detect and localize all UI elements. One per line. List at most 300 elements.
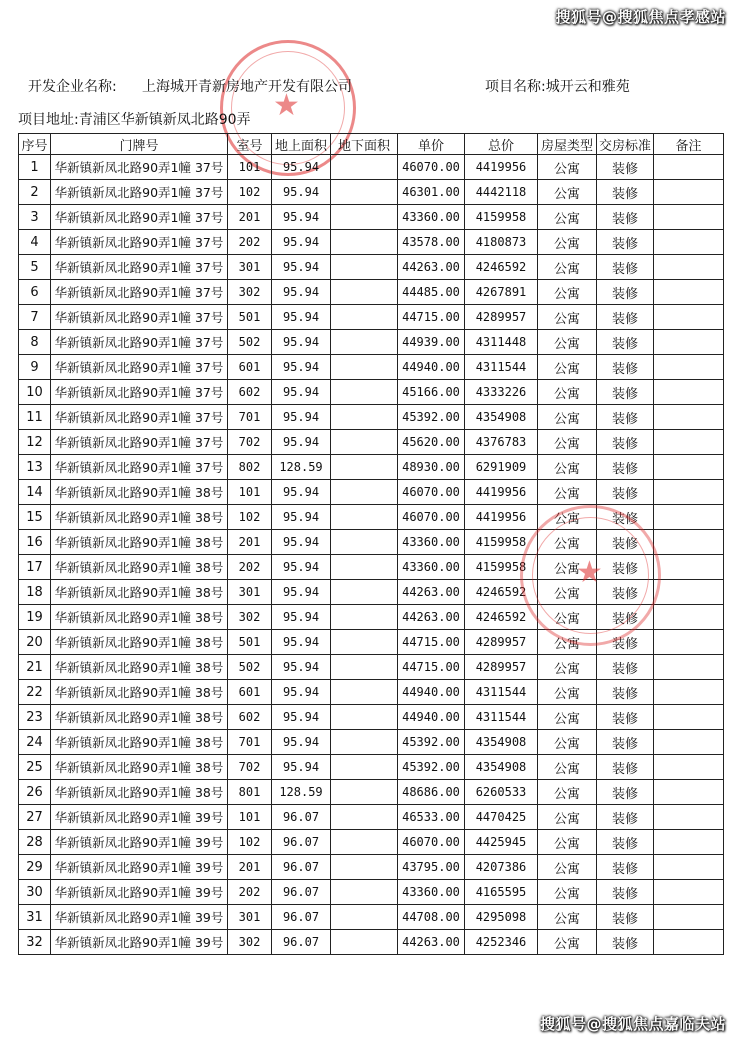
house-type: 公寓 <box>538 655 597 680</box>
unit-price: 43795.00 <box>398 855 465 880</box>
room-number: 502 <box>228 655 272 680</box>
room-number: 802 <box>228 455 272 480</box>
remarks <box>654 280 724 305</box>
total-price: 4425945 <box>465 830 538 855</box>
remarks <box>654 655 724 680</box>
remarks <box>654 705 724 730</box>
house-type: 公寓 <box>538 405 597 430</box>
door-number: 华新镇新凤北路90弄1幢 37号 <box>51 305 228 330</box>
house-type: 公寓 <box>538 580 597 605</box>
room-number: 602 <box>228 380 272 405</box>
door-number: 华新镇新凤北路90弄1幢 37号 <box>51 255 228 280</box>
above-ground-area: 95.94 <box>272 180 331 205</box>
delivery-standard: 装修 <box>597 605 654 630</box>
row-number: 25 <box>19 755 51 780</box>
house-type: 公寓 <box>538 180 597 205</box>
total-price: 4289957 <box>465 305 538 330</box>
above-ground-area: 95.94 <box>272 705 331 730</box>
house-type: 公寓 <box>538 630 597 655</box>
house-type: 公寓 <box>538 355 597 380</box>
delivery-standard: 装修 <box>597 830 654 855</box>
table-row <box>19 355 724 380</box>
remarks <box>654 205 724 230</box>
house-type: 公寓 <box>538 505 597 530</box>
remarks <box>654 755 724 780</box>
column-header: 地上面积 <box>272 134 331 155</box>
column-header: 单价 <box>398 134 465 155</box>
total-price: 4267891 <box>465 280 538 305</box>
total-price: 4333226 <box>465 380 538 405</box>
column-header: 地下面积 <box>331 134 398 155</box>
door-number: 华新镇新凤北路90弄1幢 39号 <box>51 930 228 955</box>
below-ground-area <box>331 780 398 805</box>
below-ground-area <box>331 180 398 205</box>
house-type: 公寓 <box>538 330 597 355</box>
above-ground-area: 95.94 <box>272 380 331 405</box>
table-row <box>19 780 724 805</box>
unit-price: 44263.00 <box>398 605 465 630</box>
delivery-standard: 装修 <box>597 205 654 230</box>
above-ground-area: 95.94 <box>272 330 331 355</box>
above-ground-area: 96.07 <box>272 905 331 930</box>
below-ground-area <box>331 505 398 530</box>
delivery-standard: 装修 <box>597 680 654 705</box>
row-number: 3 <box>19 205 51 230</box>
company-seal-stamp-2: ★ <box>520 505 661 646</box>
delivery-standard: 装修 <box>597 505 654 530</box>
remarks <box>654 730 724 755</box>
row-number: 2 <box>19 180 51 205</box>
door-number: 华新镇新凤北路90弄1幢 39号 <box>51 830 228 855</box>
room-number: 102 <box>228 505 272 530</box>
above-ground-area: 95.94 <box>272 755 331 780</box>
room-number: 701 <box>228 405 272 430</box>
room-number: 202 <box>228 880 272 905</box>
developer-label: 开发企业名称: <box>28 79 117 95</box>
remarks <box>654 305 724 330</box>
row-number: 11 <box>19 405 51 430</box>
delivery-standard: 装修 <box>597 730 654 755</box>
house-type: 公寓 <box>538 930 597 955</box>
row-number: 16 <box>19 530 51 555</box>
unit-price: 44263.00 <box>398 580 465 605</box>
below-ground-area <box>331 255 398 280</box>
project-address: 项目地址:青浦区华新镇新凤北路90弄 <box>18 112 251 128</box>
table-row <box>19 655 724 680</box>
row-number: 21 <box>19 655 51 680</box>
unit-price: 48930.00 <box>398 455 465 480</box>
house-type: 公寓 <box>538 230 597 255</box>
room-number: 102 <box>228 180 272 205</box>
row-number: 19 <box>19 605 51 630</box>
developer-name: 上海城开青新房地产开发有限公司 <box>142 79 352 95</box>
project-name: 项目名称:城开云和雅苑 <box>485 79 630 95</box>
row-number: 9 <box>19 355 51 380</box>
total-price: 6291909 <box>465 455 538 480</box>
above-ground-area: 95.94 <box>272 430 331 455</box>
room-number: 601 <box>228 680 272 705</box>
above-ground-area: 95.94 <box>272 280 331 305</box>
house-type: 公寓 <box>538 380 597 405</box>
room-number: 101 <box>228 155 272 180</box>
unit-price: 46070.00 <box>398 505 465 530</box>
room-number: 601 <box>228 355 272 380</box>
unit-price: 46070.00 <box>398 830 465 855</box>
room-number: 301 <box>228 580 272 605</box>
door-number: 华新镇新凤北路90弄1幢 38号 <box>51 480 228 505</box>
unit-price: 46070.00 <box>398 480 465 505</box>
above-ground-area: 128.59 <box>272 455 331 480</box>
unit-price: 44715.00 <box>398 630 465 655</box>
delivery-standard: 装修 <box>597 380 654 405</box>
unit-price: 45392.00 <box>398 405 465 430</box>
table-row <box>19 405 724 430</box>
remarks <box>654 230 724 255</box>
row-number: 24 <box>19 730 51 755</box>
total-price: 4470425 <box>465 805 538 830</box>
row-number: 10 <box>19 380 51 405</box>
remarks <box>654 405 724 430</box>
remarks <box>654 805 724 830</box>
door-number: 华新镇新凤北路90弄1幢 37号 <box>51 330 228 355</box>
unit-price: 46070.00 <box>398 155 465 180</box>
delivery-standard: 装修 <box>597 805 654 830</box>
column-header: 交房标准 <box>597 134 654 155</box>
room-number: 301 <box>228 255 272 280</box>
company-seal-stamp: ★ <box>220 40 356 176</box>
delivery-standard: 装修 <box>597 430 654 455</box>
total-price: 4419956 <box>465 480 538 505</box>
delivery-standard: 装修 <box>597 305 654 330</box>
room-number: 201 <box>228 855 272 880</box>
row-number: 31 <box>19 905 51 930</box>
below-ground-area <box>331 555 398 580</box>
door-number: 华新镇新凤北路90弄1幢 38号 <box>51 605 228 630</box>
remarks <box>654 930 724 955</box>
door-number: 华新镇新凤北路90弄1幢 37号 <box>51 155 228 180</box>
table-row <box>19 930 724 955</box>
remarks <box>654 605 724 630</box>
delivery-standard: 装修 <box>597 280 654 305</box>
table-row <box>19 305 724 330</box>
unit-price: 44940.00 <box>398 705 465 730</box>
remarks <box>654 530 724 555</box>
unit-price: 44715.00 <box>398 305 465 330</box>
delivery-standard: 装修 <box>597 655 654 680</box>
row-number: 15 <box>19 505 51 530</box>
row-number: 17 <box>19 555 51 580</box>
remarks <box>654 580 724 605</box>
total-price: 4289957 <box>465 655 538 680</box>
above-ground-area: 95.94 <box>272 205 331 230</box>
total-price: 4311544 <box>465 355 538 380</box>
remarks <box>654 255 724 280</box>
above-ground-area: 95.94 <box>272 480 331 505</box>
house-type: 公寓 <box>538 730 597 755</box>
table-row <box>19 205 724 230</box>
above-ground-area: 95.94 <box>272 505 331 530</box>
delivery-standard: 装修 <box>597 230 654 255</box>
door-number: 华新镇新凤北路90弄1幢 38号 <box>51 580 228 605</box>
door-number: 华新镇新凤北路90弄1幢 38号 <box>51 630 228 655</box>
door-number: 华新镇新凤北路90弄1幢 38号 <box>51 755 228 780</box>
room-number: 202 <box>228 230 272 255</box>
table-row <box>19 555 724 580</box>
remarks <box>654 630 724 655</box>
row-number: 1 <box>19 155 51 180</box>
row-number: 28 <box>19 830 51 855</box>
room-number: 702 <box>228 755 272 780</box>
unit-price: 44939.00 <box>398 330 465 355</box>
below-ground-area <box>331 330 398 355</box>
house-type: 公寓 <box>538 155 597 180</box>
table-row <box>19 855 724 880</box>
row-number: 14 <box>19 480 51 505</box>
total-price: 4159958 <box>465 530 538 555</box>
remarks <box>654 855 724 880</box>
total-price: 4289957 <box>465 630 538 655</box>
below-ground-area <box>331 305 398 330</box>
remarks <box>654 455 724 480</box>
above-ground-area: 128.59 <box>272 780 331 805</box>
door-number: 华新镇新凤北路90弄1幢 39号 <box>51 905 228 930</box>
room-number: 202 <box>228 555 272 580</box>
room-number: 302 <box>228 605 272 630</box>
room-number: 201 <box>228 205 272 230</box>
total-price: 4419956 <box>465 155 538 180</box>
table-row <box>19 830 724 855</box>
room-number: 101 <box>228 805 272 830</box>
house-type: 公寓 <box>538 205 597 230</box>
door-number: 华新镇新凤北路90弄1幢 37号 <box>51 280 228 305</box>
room-number: 301 <box>228 905 272 930</box>
house-type: 公寓 <box>538 830 597 855</box>
total-price: 4159958 <box>465 555 538 580</box>
remarks <box>654 780 724 805</box>
column-header: 序号 <box>19 134 51 155</box>
total-price: 4442118 <box>465 180 538 205</box>
row-number: 8 <box>19 330 51 355</box>
house-type: 公寓 <box>538 880 597 905</box>
row-number: 13 <box>19 455 51 480</box>
table-row <box>19 255 724 280</box>
delivery-standard: 装修 <box>597 580 654 605</box>
row-number: 23 <box>19 705 51 730</box>
delivery-standard: 装修 <box>597 480 654 505</box>
door-number: 华新镇新凤北路90弄1幢 38号 <box>51 530 228 555</box>
row-number: 22 <box>19 680 51 705</box>
remarks <box>654 380 724 405</box>
door-number: 华新镇新凤北路90弄1幢 37号 <box>51 430 228 455</box>
unit-price: 43360.00 <box>398 880 465 905</box>
above-ground-area: 95.94 <box>272 680 331 705</box>
total-price: 4419956 <box>465 505 538 530</box>
column-header: 备注 <box>654 134 724 155</box>
total-price: 4180873 <box>465 230 538 255</box>
column-header: 门牌号 <box>51 134 228 155</box>
table-header-row <box>19 134 724 155</box>
delivery-standard: 装修 <box>597 855 654 880</box>
remarks <box>654 355 724 380</box>
below-ground-area <box>331 155 398 180</box>
below-ground-area <box>331 430 398 455</box>
room-number: 302 <box>228 930 272 955</box>
room-number: 502 <box>228 330 272 355</box>
below-ground-area <box>331 830 398 855</box>
row-number: 32 <box>19 930 51 955</box>
house-type: 公寓 <box>538 680 597 705</box>
unit-price: 45620.00 <box>398 430 465 455</box>
delivery-standard: 装修 <box>597 355 654 380</box>
remarks <box>654 555 724 580</box>
room-number: 102 <box>228 830 272 855</box>
total-price: 4246592 <box>465 580 538 605</box>
door-number: 华新镇新凤北路90弄1幢 38号 <box>51 780 228 805</box>
row-number: 6 <box>19 280 51 305</box>
unit-price: 46301.00 <box>398 180 465 205</box>
below-ground-area <box>331 930 398 955</box>
remarks <box>654 430 724 455</box>
total-price: 4354908 <box>465 730 538 755</box>
total-price: 4246592 <box>465 255 538 280</box>
door-number: 华新镇新凤北路90弄1幢 37号 <box>51 380 228 405</box>
unit-price: 44940.00 <box>398 680 465 705</box>
remarks <box>654 505 724 530</box>
row-number: 18 <box>19 580 51 605</box>
table-row <box>19 155 724 180</box>
price-table <box>18 133 724 955</box>
remarks <box>654 180 724 205</box>
total-price: 4311448 <box>465 330 538 355</box>
unit-price: 43360.00 <box>398 530 465 555</box>
door-number: 华新镇新凤北路90弄1幢 39号 <box>51 805 228 830</box>
table-row <box>19 755 724 780</box>
above-ground-area: 96.07 <box>272 880 331 905</box>
door-number: 华新镇新凤北路90弄1幢 37号 <box>51 455 228 480</box>
house-type: 公寓 <box>538 255 597 280</box>
unit-price: 44485.00 <box>398 280 465 305</box>
below-ground-area <box>331 805 398 830</box>
remarks <box>654 330 724 355</box>
house-type: 公寓 <box>538 280 597 305</box>
door-number: 华新镇新凤北路90弄1幢 38号 <box>51 655 228 680</box>
below-ground-area <box>331 230 398 255</box>
delivery-standard: 装修 <box>597 155 654 180</box>
remarks <box>654 155 724 180</box>
table-row <box>19 805 724 830</box>
total-price: 4246592 <box>465 605 538 630</box>
below-ground-area <box>331 355 398 380</box>
remarks <box>654 880 724 905</box>
house-type: 公寓 <box>538 455 597 480</box>
unit-price: 44940.00 <box>398 355 465 380</box>
above-ground-area: 95.94 <box>272 605 331 630</box>
total-price: 4207386 <box>465 855 538 880</box>
total-price: 4311544 <box>465 680 538 705</box>
above-ground-area: 95.94 <box>272 305 331 330</box>
unit-price: 44715.00 <box>398 655 465 680</box>
row-number: 20 <box>19 630 51 655</box>
total-price: 4354908 <box>465 755 538 780</box>
below-ground-area <box>331 605 398 630</box>
table-row <box>19 455 724 480</box>
below-ground-area <box>331 405 398 430</box>
above-ground-area: 95.94 <box>272 555 331 580</box>
delivery-standard: 装修 <box>597 705 654 730</box>
watermark-top: 搜狐号@搜狐焦点孝感站 <box>555 8 726 26</box>
room-number: 702 <box>228 430 272 455</box>
house-type: 公寓 <box>538 430 597 455</box>
door-number: 华新镇新凤北路90弄1幢 38号 <box>51 730 228 755</box>
house-type: 公寓 <box>538 855 597 880</box>
below-ground-area <box>331 630 398 655</box>
total-price: 4295098 <box>465 905 538 930</box>
remarks <box>654 480 724 505</box>
remarks <box>654 905 724 930</box>
room-number: 302 <box>228 280 272 305</box>
delivery-standard: 装修 <box>597 330 654 355</box>
unit-price: 46533.00 <box>398 805 465 830</box>
total-price: 6260533 <box>465 780 538 805</box>
above-ground-area: 95.94 <box>272 655 331 680</box>
unit-price: 44263.00 <box>398 930 465 955</box>
table-body <box>19 155 724 955</box>
unit-price: 43360.00 <box>398 205 465 230</box>
unit-price: 43360.00 <box>398 555 465 580</box>
table-row <box>19 505 724 530</box>
delivery-standard: 装修 <box>597 780 654 805</box>
table-row <box>19 530 724 555</box>
column-header: 总价 <box>465 134 538 155</box>
above-ground-area: 96.07 <box>272 855 331 880</box>
unit-price: 43578.00 <box>398 230 465 255</box>
delivery-standard: 装修 <box>597 255 654 280</box>
row-number: 5 <box>19 255 51 280</box>
total-price: 4354908 <box>465 405 538 430</box>
table-row <box>19 180 724 205</box>
house-type: 公寓 <box>538 555 597 580</box>
below-ground-area <box>331 580 398 605</box>
below-ground-area <box>331 205 398 230</box>
column-header: 室号 <box>228 134 272 155</box>
above-ground-area: 95.94 <box>272 230 331 255</box>
above-ground-area: 95.94 <box>272 405 331 430</box>
remarks <box>654 830 724 855</box>
door-number: 华新镇新凤北路90弄1幢 37号 <box>51 205 228 230</box>
above-ground-area: 95.94 <box>272 530 331 555</box>
room-number: 501 <box>228 630 272 655</box>
below-ground-area <box>331 655 398 680</box>
house-type: 公寓 <box>538 780 597 805</box>
unit-price: 48686.00 <box>398 780 465 805</box>
above-ground-area: 96.07 <box>272 830 331 855</box>
row-number: 30 <box>19 880 51 905</box>
door-number: 华新镇新凤北路90弄1幢 37号 <box>51 355 228 380</box>
table-row <box>19 680 724 705</box>
row-number: 29 <box>19 855 51 880</box>
room-number: 501 <box>228 305 272 330</box>
delivery-standard: 装修 <box>597 555 654 580</box>
delivery-standard: 装修 <box>597 630 654 655</box>
above-ground-area: 95.94 <box>272 355 331 380</box>
door-number: 华新镇新凤北路90弄1幢 39号 <box>51 855 228 880</box>
above-ground-area: 95.94 <box>272 155 331 180</box>
unit-price: 44708.00 <box>398 905 465 930</box>
above-ground-area: 96.07 <box>272 930 331 955</box>
unit-price: 45166.00 <box>398 380 465 405</box>
house-type: 公寓 <box>538 805 597 830</box>
unit-price: 44263.00 <box>398 255 465 280</box>
